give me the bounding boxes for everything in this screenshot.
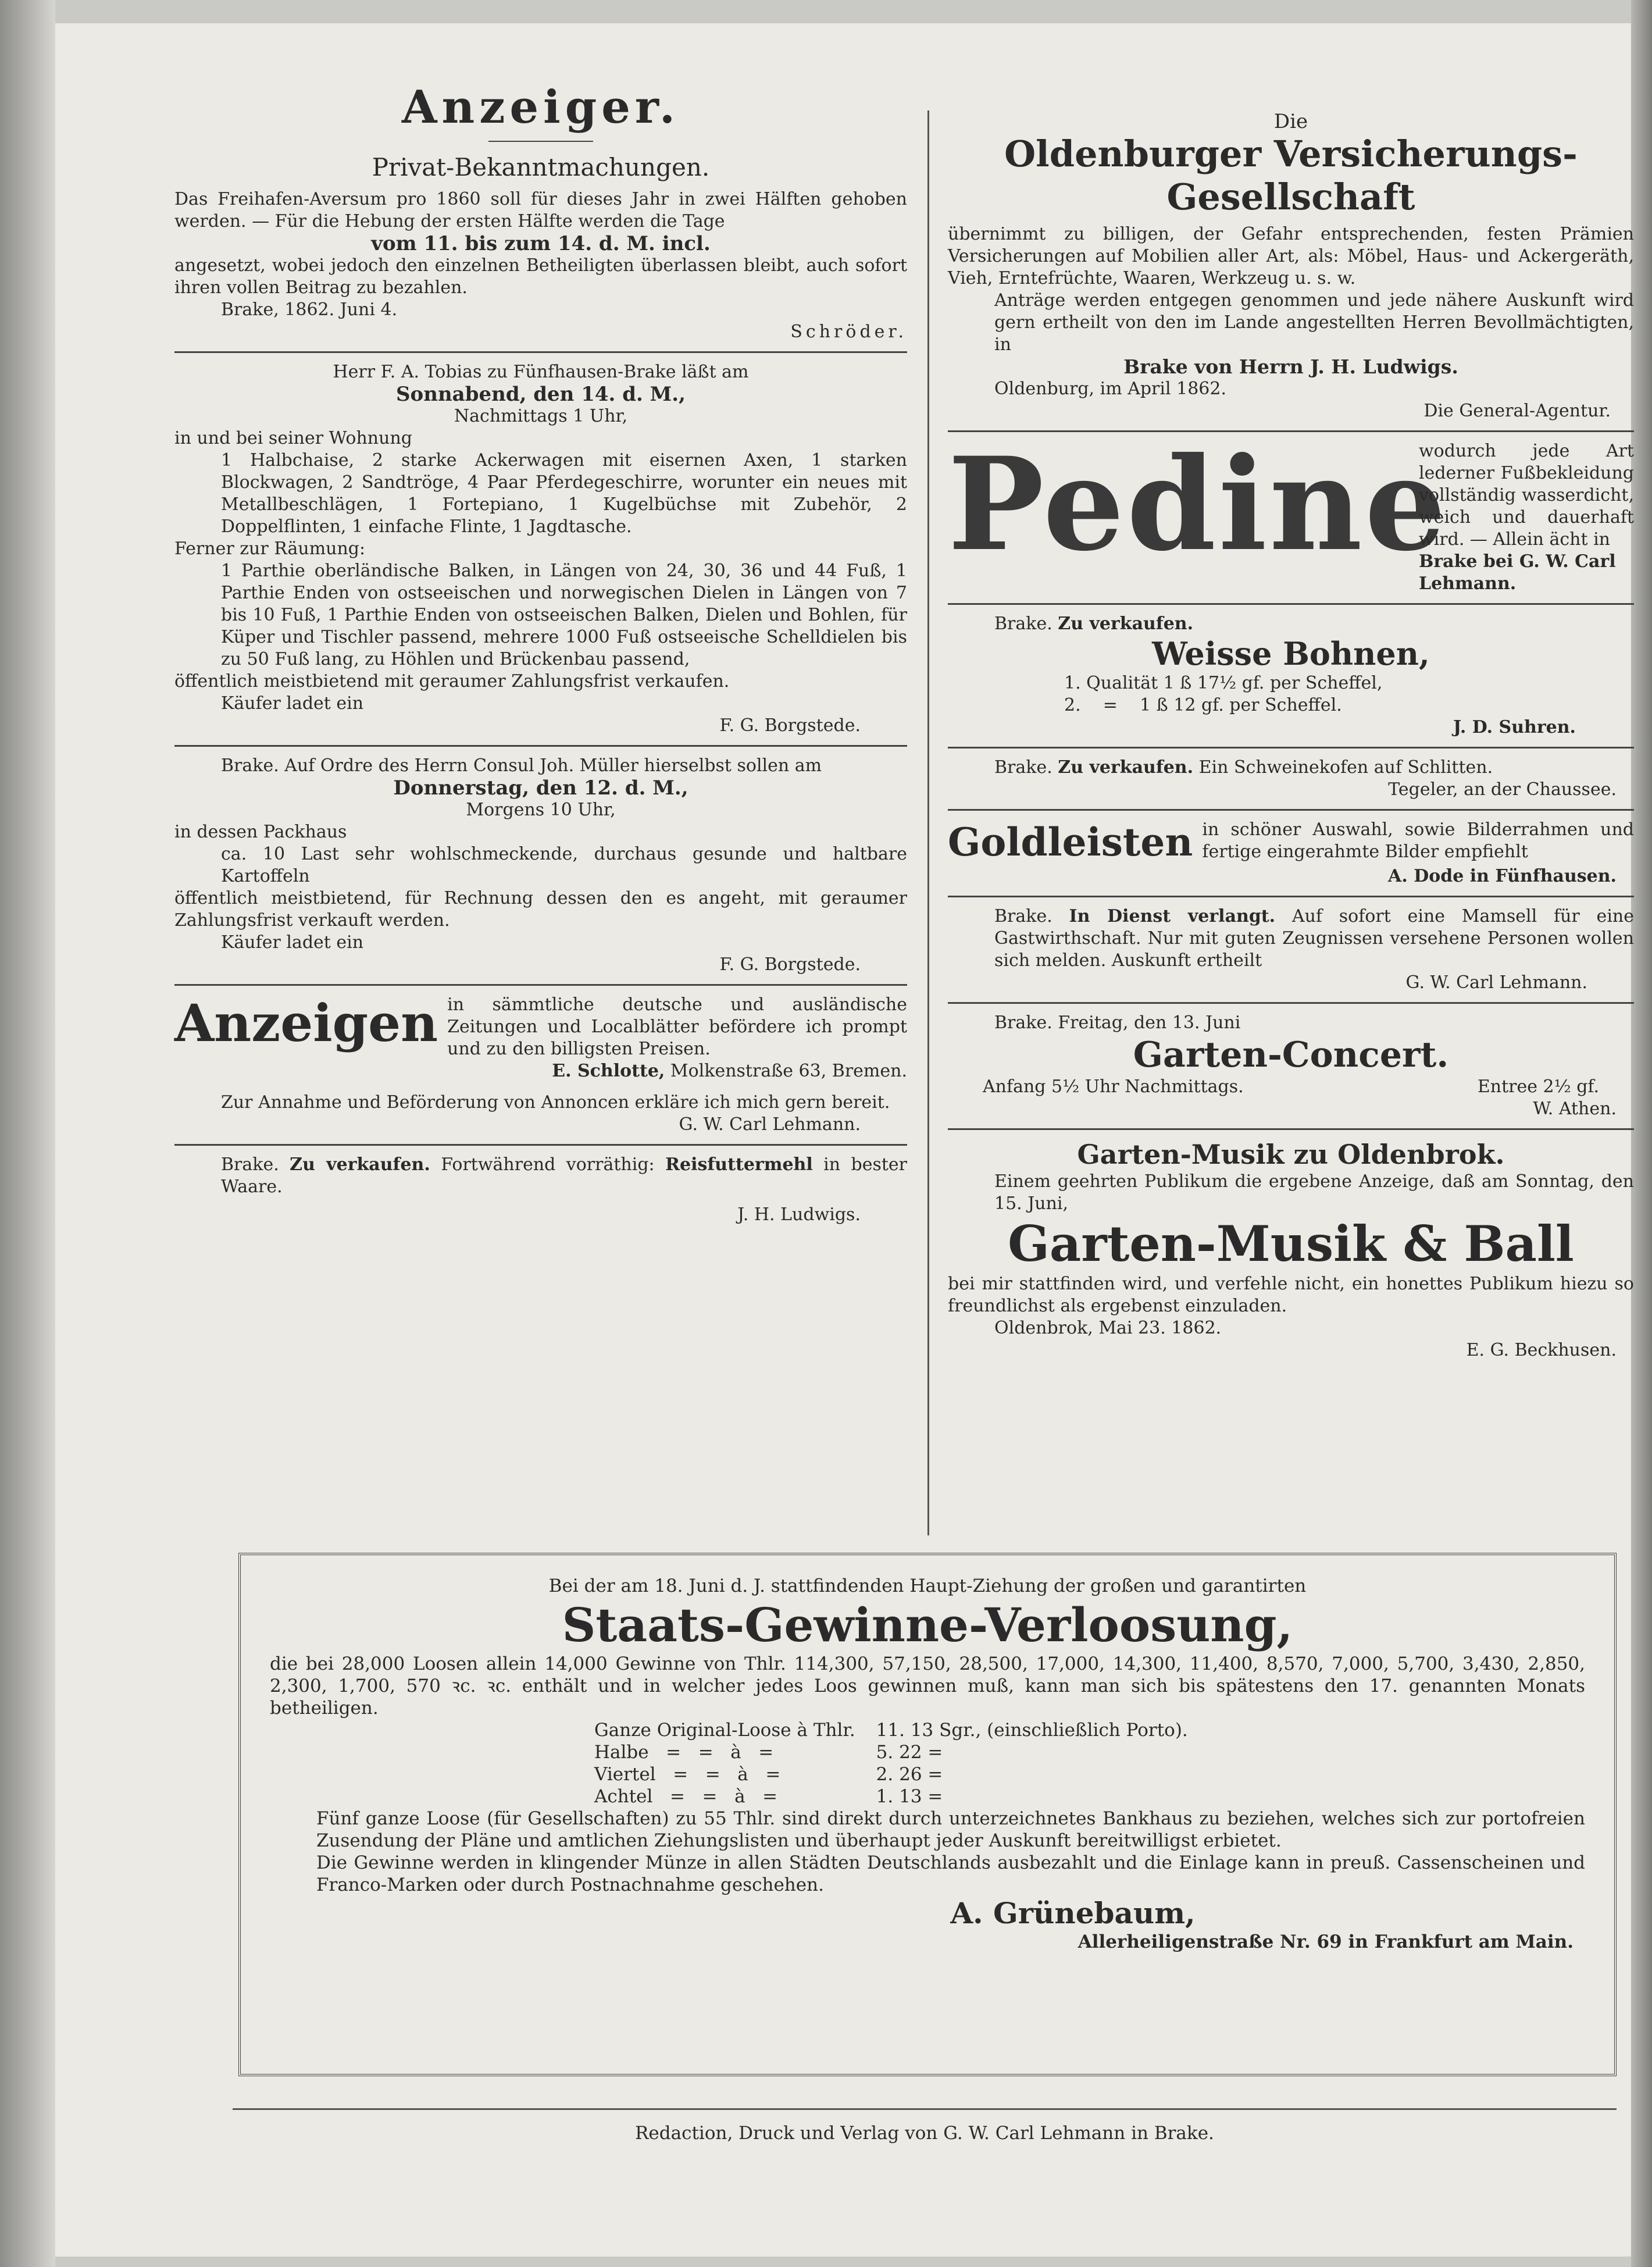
ad-oldenbrok: [948, 1138, 1634, 1361]
separator: [174, 1144, 907, 1146]
ad-schweinekofen-signature: Tegeler, an der Chaussee.: [1388, 779, 1617, 800]
table-row: [584, 1741, 1198, 1763]
masthead-rule: [488, 141, 593, 142]
ad-mueller-auction: [174, 755, 907, 976]
ad-tobias-ferner: Ferner zur Räumung:: [174, 539, 366, 559]
right-column: [948, 111, 1634, 1361]
ad-concert-lead: Brake.: [994, 1013, 1052, 1033]
ad-ludwigs-product: Reisfuttermehl: [665, 1154, 813, 1175]
ad-schweinekofen: [948, 757, 1634, 801]
ad-freihafen-signature: Schröder.: [790, 322, 907, 342]
ad-bohnen-row1: 1. Qualität 1 ß 17½ gf. per Scheffel,: [1064, 673, 1383, 693]
ad-tobias-buyers: Käufer ladet ein: [221, 693, 364, 714]
binding-edge: [0, 0, 55, 2267]
ad-oldenbrok-event: Garten-Musik & Ball: [1008, 1215, 1574, 1272]
ad-schlotte: [174, 994, 907, 1136]
ad-ludwigs-signature: J. H. Ludwigs.: [737, 1204, 861, 1225]
ad-pedine-body: wodurch jede Art lederner Fußbekleidung vollständig wasserdicht, weich und dauerhaft wird. — Allein ächt in: [1419, 441, 1634, 550]
separator: [948, 603, 1634, 605]
ad-ludwigs-lead: Brake.: [221, 1154, 279, 1175]
ad-ludwigs-sale: Zu verkaufen.: [290, 1154, 430, 1175]
ad-mamsell-title: In Dienst verlangt.: [1069, 906, 1276, 926]
lottery-body3: Die Gewinne werden in klingender Münze in allen Städten Deutschlands ausbezahlt und die Einlage kann in preuß. Cassenscheinen und Franco-Marken oder durch Postnachnahme geschehen.: [316, 1852, 1585, 1895]
imprint-footer: Redaction, Druck und Verlag von G. W. Carl Lehmann in Brake.: [635, 2123, 1214, 2144]
ad-mueller-signature: F. G. Borgstede.: [719, 954, 861, 975]
lottery-price-value: 11. 13 Sgr., (einschließlich Porto).: [876, 1720, 1188, 1741]
separator: [174, 745, 907, 747]
ad-garten-concert: [948, 1012, 1634, 1120]
ad-oldenbrok-headline: Garten-Musik zu Oldenbrok.: [1077, 1139, 1505, 1170]
separator: [174, 984, 907, 986]
ad-mamsell-signature: G. W. Carl Lehmann.: [1405, 972, 1587, 993]
ad-tobias-location: in und bei seiner Wohnung: [174, 428, 412, 448]
ad-freihafen-place-date: Brake, 1862. Juni 4.: [221, 300, 398, 320]
ad-pedine: [948, 429, 1634, 595]
ad-oldenbrok-signature: E. G. Beckhusen.: [1466, 1340, 1617, 1360]
lottery-price-value: 5. 22 =: [876, 1742, 943, 1763]
ad-goldleisten-signature: A. Dode in Fünfhausen.: [1388, 866, 1617, 886]
ad-tobias-items2: 1 Parthie oberländische Balken, in Längen von 24, 30, 36 und 44 Fuß, 1 Parthie Enden von ostseeischen und norwegischen Dielen in Längen von 7 bis 10 Fuß, 1 Parthie Enden von ostseeischen Balken, Dielen und Bohlen, für Küper und Tischler passend, mehrere 1000 Fuß ostseeische Schelldielen bis zu 50 Fuß lang, zu Höhlen und Brückenbau passend,: [221, 561, 907, 669]
ad-concert-date: Freitag, den 13. Juni: [1058, 1013, 1241, 1033]
separator: [948, 896, 1634, 897]
lottery-price-label: Ganze Original-Loose à Thlr.: [594, 1720, 855, 1741]
separator: [948, 747, 1634, 748]
ad-concert-entry: Entree 2½ gf.: [1477, 1077, 1599, 1097]
lottery-price-label: Achtel = = à =: [594, 1786, 778, 1807]
ad-freihafen-body: Das Freihafen-Aversum pro 1860 soll für dieses Jahr in zwei Hälften gehoben werden. — Für die Hebung der ersten Hälfte werden die Tage: [174, 189, 907, 231]
ad-bohnen-row2: 2. = 1 ß 12 gf. per Scheffel.: [1064, 695, 1342, 715]
table-row: [584, 1763, 1198, 1785]
lottery-body: die bei 28,000 Loosen allein 14,000 Gewinne von Thlr. 114,300, 57,150, 28,500, 17,000, 14,300, 11,400, 8,570, 7,000, 5,700, 3,430, 2,850, 2,300, 1,700, 570 ꝛc. ꝛc. enthält und in welcher jedes Loos gewinnen muß, kann man sich bis spätestens den 17. genannten Monats betheiligen.: [270, 1653, 1585, 1719]
ad-ludwigs-body: Fortwährend vorräthig:: [441, 1154, 655, 1175]
ad-bohnen-sale: Zu verkaufen.: [1058, 614, 1194, 634]
ad-mamsell-body: Auf sofort eine Mamsell für eine Gastwirthschaft. Nur mit guten Zeugnissen versehene Personen wollen sich melden. Auskunft ertheilt: [994, 906, 1634, 971]
separator: [948, 809, 1634, 811]
ad-mueller-time: Morgens 10 Uhr,: [466, 800, 616, 820]
section-title: Privat-Bekanntmachungen.: [372, 153, 710, 181]
separator: [948, 1128, 1634, 1130]
ad-freihafen-dates: vom 11. bis zum 14. d. M. incl.: [371, 232, 711, 255]
ad-tobias-date: Sonnabend, den 14. d. M.,: [396, 383, 686, 406]
ad-mueller-location: in dessen Packhaus: [174, 822, 347, 842]
ad-ludwigs: [174, 1154, 907, 1226]
ad-versicherung-title2: Gesellschaft: [1166, 176, 1415, 218]
ad-pedine-seller: Brake bei G. W. Carl Lehmann.: [1419, 551, 1616, 594]
ad-bohnen-lead: Brake.: [994, 614, 1052, 634]
ad-versicherung-agent: Brake von Herrn J. H. Ludwigs.: [1123, 355, 1458, 378]
ad-bohnen-signature: J. D. Suhren.: [1453, 717, 1576, 737]
lottery-headline: Staats-Gewinne-Verloosung,: [562, 1598, 1293, 1652]
ad-mamsell-lead: Brake.: [994, 906, 1052, 926]
separator: [174, 351, 907, 353]
ad-goldleisten-body: in schöner Auswahl, sowie Bilderrahmen und fertige eingerahmte Bilder empfiehlt: [1202, 819, 1634, 862]
page-edge-right: [1631, 0, 1652, 2267]
ad-concert-start: Anfang 5½ Uhr Nachmittags.: [983, 1077, 1244, 1097]
ad-versicherung: [948, 111, 1634, 422]
ad-lehmann-signature: G. W. Carl Lehmann.: [679, 1114, 861, 1135]
ad-mueller-closing: öffentlich meistbietend, für Rechnung dessen den es angeht, mit geraumer Zahlungsfrist verkauft werden.: [174, 888, 907, 931]
ad-tobias-items1: 1 Halbchaise, 2 starke Ackerwagen mit eisernen Axen, 1 starken Blockwagen, 2 Sandtröge, 4 Paar Pferdegeschirre, worunter ein neues mit Metallbeschlägen, 1 Fortepiano, 1 Kugelbüchse mit Zubehör, 2 Doppelflinten, 1 einfache Flinte, 1 Jagdtasche.: [221, 450, 907, 537]
lottery-advertisement: [238, 1553, 1617, 2076]
ad-schlotte-address: Molkenstraße 63, Bremen.: [670, 1061, 907, 1081]
ad-mamsell: [948, 906, 1634, 994]
ad-oldenbrok-body2: bei mir stattfinden wird, und verfehle nicht, ein honettes Publikum hiezu so freundlichst als ergebenst einzuladen.: [948, 1274, 1634, 1316]
footer-rule: [233, 2108, 1617, 2110]
lottery-address: Allerheiligenstraße Nr. 69 in Frankfurt am Main.: [1077, 1931, 1573, 1952]
ad-freihafen-body2: angesetzt, wobei jedoch den einzelnen Betheiligten überlassen bleibt, auch sofort ihren vollen Beitrag zu bezahlen.: [174, 255, 907, 298]
ad-mueller-items: ca. 10 Last sehr wohlschmeckende, durchaus gesunde und haltbare Kartoffeln: [221, 844, 907, 886]
ad-tobias-intro: Herr F. A. Tobias zu Fünfhausen-Brake läßt am: [333, 362, 749, 382]
table-row: [584, 1785, 1198, 1808]
lottery-price-value: 2. 26 =: [876, 1764, 943, 1785]
ad-mueller-buyers: Käufer ladet ein: [221, 932, 364, 953]
ad-schlotte-name: E. Schlotte,: [552, 1061, 665, 1081]
ad-versicherung-body: übernimmt zu billigen, der Gefahr entsprechenden, festen Prämien Versicherungen auf Mobilien aller Art, als: Möbel, Haus- und Ackergeräth, Vieh, Erntefrüchte, Waaren, Werkzeug u. s. w.: [948, 224, 1634, 288]
ad-schweinekofen-sale: Zu verkaufen.: [1058, 757, 1194, 778]
lottery-signature: A. Grünebaum,: [950, 1896, 1196, 1930]
ad-oldenbrok-body: Einem geehrten Publikum die ergebene Anzeige, daß am Sonntag, den 15. Juni,: [994, 1171, 1634, 1214]
lottery-intro: Bei der am 18. Juni d. J. stattfindenden Haupt-Ziehung der großen und garantirten: [548, 1576, 1307, 1596]
ad-schlotte-headline: Anzeigen: [174, 993, 438, 1053]
ad-schweinekofen-lead: Brake.: [994, 757, 1052, 778]
lottery-body2: Fünf ganze Loose (für Gesellschaften) zu 55 Thlr. sind direkt durch unterzeichnetes Bankhaus zu beziehen, welches sich zur portofreien Zusendung der Pläne und amtlichen Ziehungslisten und überhaupt jeder Auskunft bereitwilligst erbietet.: [316, 1808, 1585, 1851]
ad-mueller-body: Brake. Auf Ordre des Herrn Consul Joh. Müller hierselbst sollen am: [221, 755, 822, 776]
ad-oldenbrok-place-date: Oldenbrok, Mai 23. 1862.: [994, 1318, 1222, 1338]
ad-tobias-time: Nachmittags 1 Uhr,: [454, 406, 628, 426]
ad-schweinekofen-body: Ein Schweinekofen auf Schlitten.: [1198, 757, 1493, 778]
column-divider: [927, 111, 929, 1535]
ad-tobias-auction: [174, 361, 907, 737]
ad-bohnen: [948, 613, 1634, 739]
ad-tobias-signature: F. G. Borgstede.: [719, 715, 861, 736]
ad-versicherung-body2: Anträge werden entgegen genommen und jede nähere Auskunft wird gern ertheilt von den im Lande angestellten Herren Bevollmächtigten, in: [994, 290, 1634, 355]
lottery-price-label: Viertel = = à =: [594, 1764, 781, 1785]
ad-freihafen: [174, 188, 907, 343]
ad-schlotte-body: in sämmtliche deutsche und ausländische Zeitungen und Localblätter befördere ich prompt und zu den billigsten Preisen.: [447, 995, 907, 1059]
masthead: Anzeiger.: [401, 81, 680, 134]
ad-bohnen-headline: Weisse Bohnen,: [1152, 635, 1430, 672]
ad-goldleisten: [948, 819, 1634, 887]
ad-lehmann-annoncen: Zur Annahme und Beförderung von Annoncen erkläre ich mich gern bereit.: [221, 1092, 890, 1113]
ad-mueller-date: Donnerstag, den 12. d. M.,: [393, 776, 688, 800]
ad-tobias-closing: öffentlich meistbietend mit geraumer Zahlungsfrist verkaufen.: [174, 671, 730, 691]
table-row: [584, 1719, 1198, 1741]
ad-concert-signature: W. Athen.: [1533, 1099, 1617, 1119]
ad-versicherung-die: Die: [1273, 110, 1308, 133]
ad-versicherung-signature: Die General-Agentur.: [1423, 401, 1611, 421]
ad-versicherung-place-date: Oldenburg, im April 1862.: [994, 379, 1227, 399]
separator: [948, 1002, 1634, 1004]
ad-ludwigs-body2: in bester Waare.: [221, 1154, 908, 1197]
lottery-price-label: Halbe = = à =: [594, 1742, 774, 1763]
lottery-price-table: [584, 1719, 1198, 1808]
lottery-price-value: 1. 13 =: [876, 1786, 943, 1807]
ad-goldleisten-headline: Goldleisten: [948, 819, 1193, 865]
left-column: [174, 81, 907, 1226]
ad-versicherung-title1: Oldenburger Versicherungs-: [1004, 133, 1578, 175]
ad-pedine-headline: Pedine: [948, 429, 1448, 579]
ad-concert-headline: Garten-Concert.: [1133, 1035, 1449, 1075]
